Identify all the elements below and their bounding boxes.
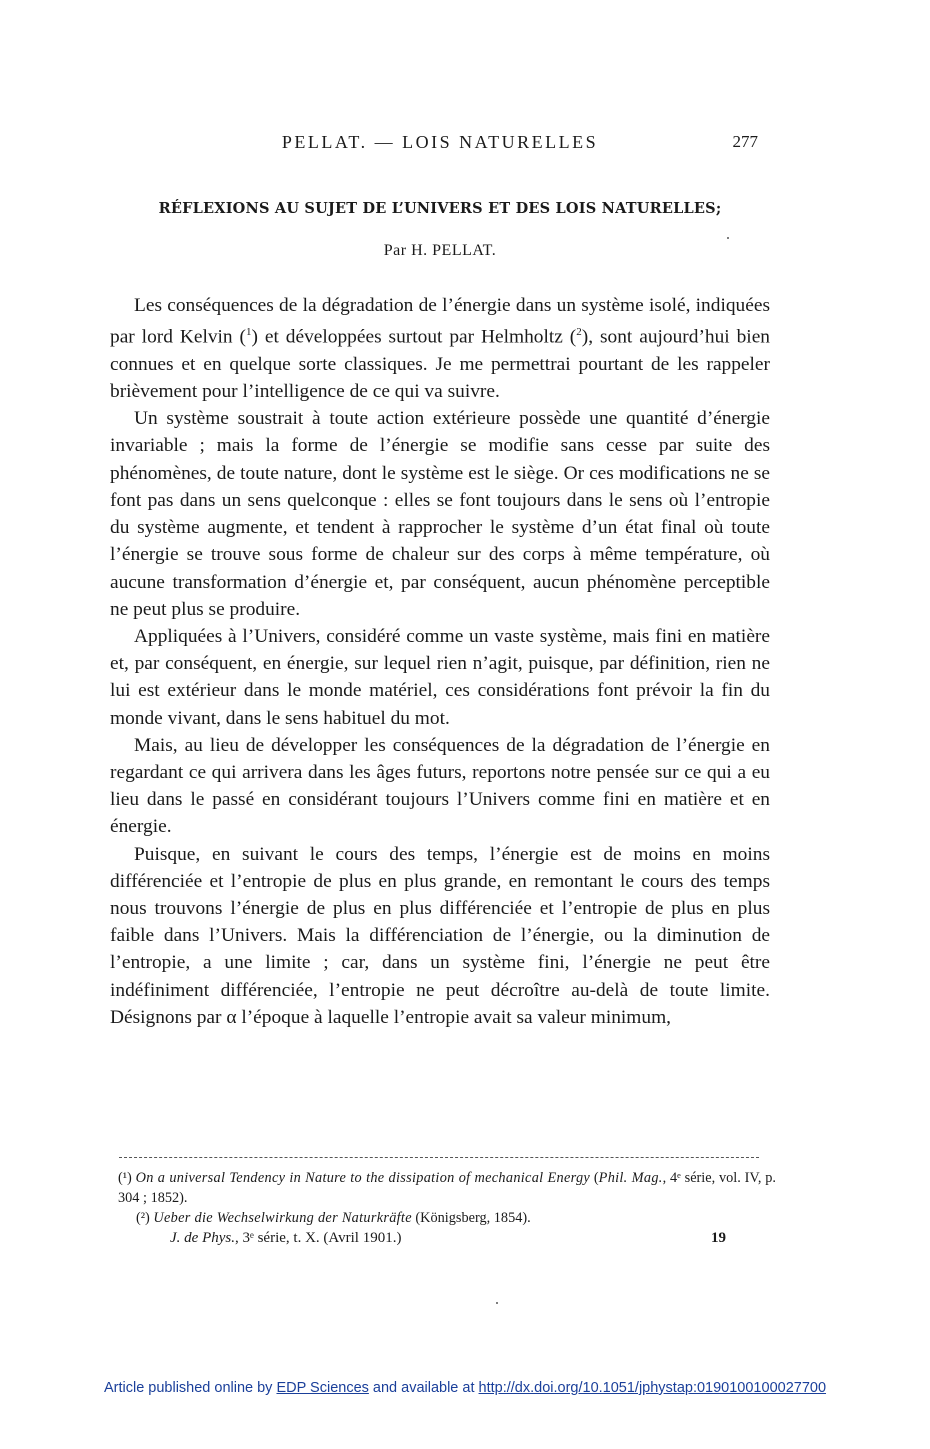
publisher-link[interactable]: EDP Sciences (276, 1380, 369, 1396)
article-title: RÉFLEXIONS AU SUJET DE L’UNIVERS ET DES LOIS NATURELLES; (158, 200, 722, 217)
paragraph: Mais, au lieu de développer les conséquences de la dégradation de l’énergie en regardant ce qui arrivera dans les âges futurs, reportons notre pensée sur ce qui a eu lieu dans le passé en considérant toujours l’Univers comme fini en matière et en énergie. (110, 734, 770, 838)
article-body (110, 292, 770, 1031)
footnote-divider (119, 1157, 759, 1158)
journal-volume: , 3ᵉ série, t. X. (Avril 1901.) (234, 1230, 402, 1246)
scan-speck (496, 1302, 498, 1304)
paragraph: Appliquées à l’Univers, considéré comme un vaste système, mais fini en matière et, par conséquent, en énergie, sur lequel rien n’agit, puisque, par définition, rien ne lui est extérieur dans le monde matériel, ces considérations font prévoir la fin du monde vivant, dans le sens habituel du mot. (110, 625, 770, 729)
paragraph-text: ) et développées surtout par Helmholtz ( (251, 326, 577, 348)
footnote-ref-1: 1 (246, 326, 252, 339)
running-head (110, 132, 770, 158)
footnote-1 (118, 1168, 776, 1208)
footnote-source: (Königsberg, 1854). (411, 1210, 531, 1226)
footnote-journal: Phil. Mag. (598, 1170, 663, 1186)
publisher-banner (0, 1380, 930, 1396)
running-title: PELLAT. — LOIS NATURELLES (281, 132, 599, 152)
footnote-title: On a universal Tendency in Nature to the dissipation of mechanical Energy (135, 1170, 591, 1186)
sheet-number: 19 (711, 1230, 726, 1246)
journal-signature-line (170, 1230, 730, 1252)
paragraph: Puisque, en suivant le cours des temps, l’énergie est de moins en moins différenciée et l’entropie de plus en plus grande, en remontant le cours des temps nous trouvons l’énergie de plus en plus différenciée et l’entropie de plus en plus faible dans l’Univers. Mais la différenciation de l’énergie, ou la diminution de l’entropie, a une limite ; car, dans un système fini, l’énergie ne peut être indéfiniment différenciée, l’entropie ne peut décroître au-delà de toute limite. Désignons par α l’époque à laquelle l’entropie avait sa valeur minimum, (110, 843, 770, 1028)
footnote-source: ( (593, 1170, 599, 1186)
footnote-title: Ueber die Wechselwirkung der Naturkräfte (153, 1210, 412, 1226)
paragraph: Un système soustrait à toute action extérieure possède une quantité d’énergie invariable ; mais la forme de l’énergie se modifie sans cesse par suite des phénomènes, de toute nature, dont le système est le siège. Or ces modifications ne se font pas dans un sens quelconque : elles se font toujours dans le sens où l’entropie du système augmente, et tendent à rapprocher le système d’un état final où toute l’énergie se trouve sous forme de chaleur sur des corps à même température, où aucune transformation d’énergie et, par conséquent, aucun phénomène perceptible ne peut plus se produire. (110, 408, 770, 620)
footnote-marker: (¹) (118, 1170, 132, 1186)
footnote-2 (118, 1208, 776, 1228)
scan-speck (727, 237, 729, 239)
footnote-ref-2: 2 (576, 326, 582, 339)
paragraph (110, 292, 770, 405)
journal-name: J. de Phys. (170, 1230, 235, 1246)
journal-reference (170, 1230, 401, 1247)
author-byline: Par H. PELLAT. (383, 242, 497, 259)
banner-text: and available at (368, 1380, 479, 1396)
doi-link[interactable]: http://dx.doi.org/10.1051/jphystap:0190100100027700 (478, 1380, 827, 1396)
paragraph-text: ), sont aujourd’hui bien connues et en quelque sorte classiques. Je me permettrai pourtant de les rappeler brièvement pour l’intelligence de ce qui va suivre. (110, 326, 770, 403)
footnote-source: , 4ᵉ série, vol. IV, p. 304 ; 1852). (118, 1170, 776, 1206)
page-number: 277 (732, 132, 758, 151)
paragraph-text: Les conséquences de la dégradation de l’énergie dans un système isolé, indiquées par lord Kelvin ( (110, 295, 770, 348)
banner-text: Article published online by (103, 1380, 277, 1396)
footnote-marker: (²) (136, 1210, 150, 1226)
footnotes (118, 1168, 776, 1228)
